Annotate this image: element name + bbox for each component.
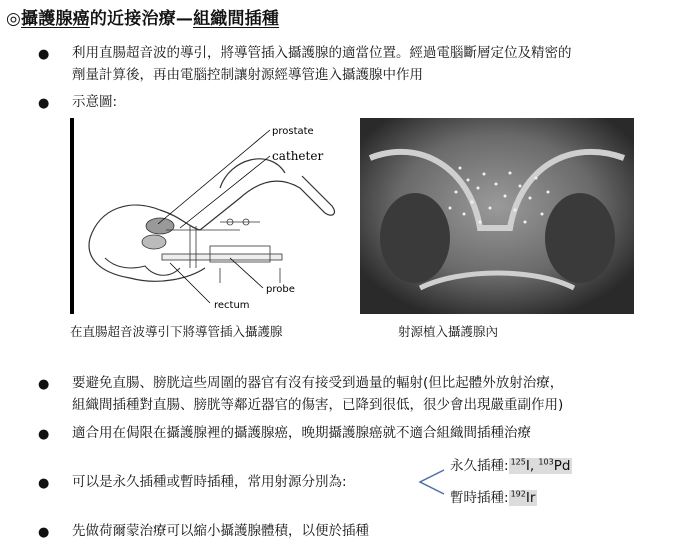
title-underlined-1: 攝護腺癌 [21, 9, 90, 29]
label-prostate: prostate [272, 126, 314, 137]
isotope-highlight: $^{192}$Ir [510, 489, 536, 506]
ultrasound-catheter-diagram [70, 118, 348, 314]
bullet-icon: ● [38, 47, 50, 62]
bullet-icon: ● [38, 96, 50, 111]
page-title: ◎攝護腺癌的近接治療—組織間插種 [6, 9, 280, 29]
label-catheter: catheter [272, 149, 324, 163]
label-probe: probe [266, 284, 295, 295]
source-permanent: 永久插種: $^{125}$I, $^{103}$Pd [450, 457, 571, 474]
caption-left: 在直腸超音波導引下將導管插入攝護腺 [70, 324, 283, 339]
caption-right: 射源植入攝護腺內 [398, 324, 499, 339]
source-temporary: 暫時插種: $^{192}$Ir [450, 489, 536, 506]
xray-seed-implant-image [360, 118, 634, 314]
paragraph-4: 適合用在侷限在攝護腺裡的攝護腺癌，晚期攝護腺癌就不適合組織間插種治療 [72, 425, 531, 441]
paragraph-2: 示意圖: [72, 94, 118, 110]
bullet-icon: ● [38, 525, 50, 540]
brace-icon [418, 466, 446, 498]
isotope-highlight: $^{125}$I, $^{103}$Pd [510, 457, 571, 474]
paragraph-5: 可以是永久插種或暫時插種，常用射源分別為: [72, 474, 347, 490]
label-rectum: rectum [214, 300, 250, 311]
paragraph-6: 先做荷爾蒙治療可以縮小攝護腺體積，以便於插種 [72, 523, 369, 539]
title-underlined-2: 組織間插種 [193, 9, 280, 29]
bullet-icon: ● [38, 427, 50, 442]
paragraph-1: 利用直腸超音波的導引，將導管插入攝護腺的適當位置。經過電腦斷層定位及精密的 劑量計算後，再由電腦控制讓射源經導管進入攝護腺中作用 [72, 45, 572, 83]
paragraph-3: 要避免直腸、膀胱這些周圍的器官有沒有接受到過量的輻射(但比起體外放射治療， 組織間插種對直腸、膀胱等鄰近器官的傷害，已降到很低，很少會出現嚴重副作用) [72, 375, 564, 413]
bullet-icon: ● [38, 476, 50, 491]
bullet-icon: ● [38, 377, 50, 392]
